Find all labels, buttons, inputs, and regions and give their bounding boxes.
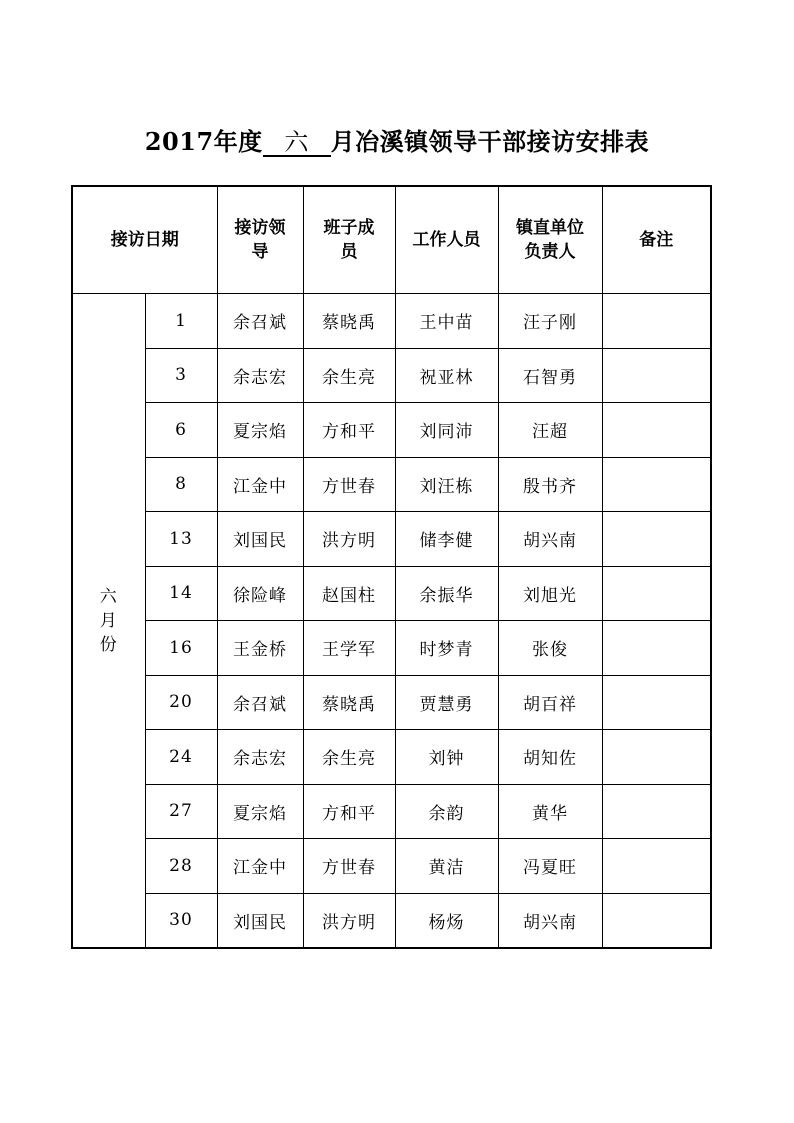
day-cell: 20 xyxy=(145,675,217,730)
unit-head-cell: 殷书齐 xyxy=(498,457,602,512)
staff-cell: 杨炀 xyxy=(395,893,498,948)
header-member xyxy=(303,186,395,294)
day-cell: 13 xyxy=(145,512,217,567)
day-cell: 28 xyxy=(145,839,217,894)
leader-cell: 余召斌 xyxy=(217,675,303,730)
unit-head-cell: 汪子刚 xyxy=(498,294,602,349)
unit-head-cell: 汪超 xyxy=(498,403,602,458)
header-date: 接访日期 xyxy=(72,186,217,294)
staff-cell: 祝亚林 xyxy=(395,348,498,403)
unit-head-cell: 黄华 xyxy=(498,784,602,839)
day-cell: 3 xyxy=(145,348,217,403)
page-title xyxy=(0,122,794,157)
leader-cell: 夏宗焰 xyxy=(217,784,303,839)
title-prefix: 2017年度 xyxy=(144,127,263,156)
member-cell: 方和平 xyxy=(303,784,395,839)
staff-cell: 余韵 xyxy=(395,784,498,839)
table-row xyxy=(72,566,711,621)
unit-head-cell: 胡兴南 xyxy=(498,893,602,948)
header-leader xyxy=(217,186,303,294)
staff-cell: 刘钟 xyxy=(395,730,498,785)
member-cell: 洪方明 xyxy=(303,893,395,948)
leader-cell: 江金中 xyxy=(217,457,303,512)
leader-cell: 刘国民 xyxy=(217,512,303,567)
remark-cell xyxy=(602,348,711,403)
remark-cell xyxy=(602,403,711,458)
day-cell: 24 xyxy=(145,730,217,785)
day-cell: 8 xyxy=(145,457,217,512)
remark-cell xyxy=(602,839,711,894)
table-row xyxy=(72,893,711,948)
member-cell: 方世春 xyxy=(303,839,395,894)
leader-cell: 夏宗焰 xyxy=(217,403,303,458)
day-cell: 14 xyxy=(145,566,217,621)
leader-cell: 江金中 xyxy=(217,839,303,894)
member-cell: 洪方明 xyxy=(303,512,395,567)
unit-head-cell: 冯夏旺 xyxy=(498,839,602,894)
staff-cell: 王中苗 xyxy=(395,294,498,349)
header-staff: 工作人员 xyxy=(395,186,498,294)
header-leader-label: 接访领导 xyxy=(234,218,286,262)
day-cell: 30 xyxy=(145,893,217,948)
remark-cell xyxy=(602,457,711,512)
title-month: 六 xyxy=(263,129,331,157)
leader-cell: 余志宏 xyxy=(217,348,303,403)
leader-cell: 刘国民 xyxy=(217,893,303,948)
schedule-table xyxy=(71,185,712,949)
table-row xyxy=(72,621,711,676)
staff-cell: 时梦青 xyxy=(395,621,498,676)
leader-cell: 王金桥 xyxy=(217,621,303,676)
staff-cell: 余振华 xyxy=(395,566,498,621)
remark-cell xyxy=(602,730,711,785)
month-cell xyxy=(72,294,145,949)
member-cell: 方和平 xyxy=(303,403,395,458)
remark-cell xyxy=(602,784,711,839)
member-cell: 余生亮 xyxy=(303,730,395,785)
unit-head-cell: 刘旭光 xyxy=(498,566,602,621)
header-unit-head-label: 镇直单位负责人 xyxy=(516,218,584,262)
table-row xyxy=(72,784,711,839)
member-cell: 蔡晓禹 xyxy=(303,294,395,349)
unit-head-cell: 张俊 xyxy=(498,621,602,676)
table-row xyxy=(72,839,711,894)
remark-cell xyxy=(602,294,711,349)
table-row xyxy=(72,348,711,403)
table-row xyxy=(72,294,711,349)
table-row xyxy=(72,403,711,458)
title-suffix: 月冶溪镇领导干部接访安排表 xyxy=(330,127,650,156)
leader-cell: 余志宏 xyxy=(217,730,303,785)
leader-cell: 余召斌 xyxy=(217,294,303,349)
staff-cell: 刘汪栋 xyxy=(395,457,498,512)
staff-cell: 刘同沛 xyxy=(395,403,498,458)
remark-cell xyxy=(602,512,711,567)
remark-cell xyxy=(602,675,711,730)
staff-cell: 黄洁 xyxy=(395,839,498,894)
remark-cell xyxy=(602,893,711,948)
member-cell: 余生亮 xyxy=(303,348,395,403)
day-cell: 16 xyxy=(145,621,217,676)
day-cell: 27 xyxy=(145,784,217,839)
remark-cell xyxy=(602,621,711,676)
unit-head-cell: 胡百祥 xyxy=(498,675,602,730)
remark-cell xyxy=(602,566,711,621)
member-cell: 蔡晓禹 xyxy=(303,675,395,730)
staff-cell: 储李健 xyxy=(395,512,498,567)
table-row xyxy=(72,730,711,785)
member-cell: 赵国柱 xyxy=(303,566,395,621)
table-row xyxy=(72,457,711,512)
unit-head-cell: 石智勇 xyxy=(498,348,602,403)
day-cell: 1 xyxy=(145,294,217,349)
table-row xyxy=(72,675,711,730)
member-cell: 方世春 xyxy=(303,457,395,512)
unit-head-cell: 胡兴南 xyxy=(498,512,602,567)
member-cell: 王学军 xyxy=(303,621,395,676)
header-unit-head xyxy=(498,186,602,294)
header-remark: 备注 xyxy=(602,186,711,294)
unit-head-cell: 胡知佐 xyxy=(498,730,602,785)
month-label: 六月份 xyxy=(99,586,118,655)
day-cell: 6 xyxy=(145,403,217,458)
header-row xyxy=(72,186,711,294)
header-member-label: 班子成员 xyxy=(323,218,375,262)
leader-cell: 徐险峰 xyxy=(217,566,303,621)
table-row xyxy=(72,512,711,567)
staff-cell: 贾慧勇 xyxy=(395,675,498,730)
